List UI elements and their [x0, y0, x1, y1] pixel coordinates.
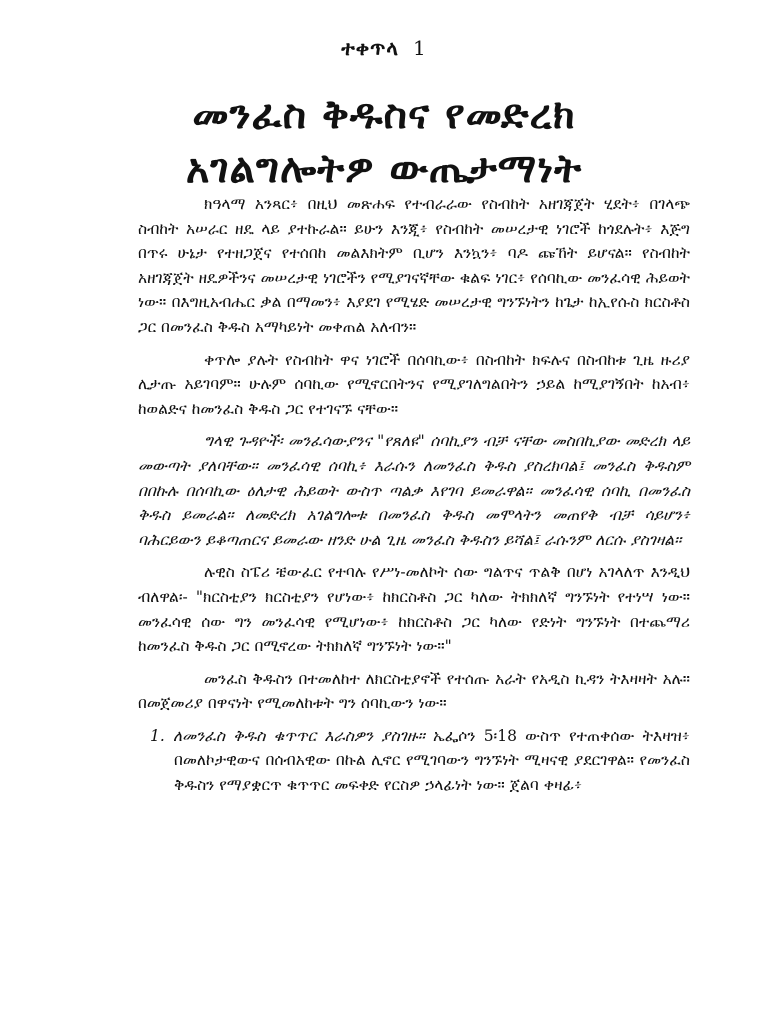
- paragraph-1: ክዓላማ አንጻር፥ በዚህ መጽሐፍ የተብራራው የስብከት አዘገጃጀት ሂደት፥ በገላጭ ስብከት አሠራር ዘዴ ላይ ያተኩራል። ይሁን እንጂ፥ የስብከት መሠረታዊ ነገሮች ከጎደሉት፥ እጅግ በጥሩ ሁኔታ የተዘጋጀና የተሰበከ መልእክትም ቢሆን እንኳን፥ ባዶ ጩኸት ይሆናል። የስብከት አዘገጃጀት ዘዴዎችንና መሠረታዊ ነገሮችን የሚያገናኛቸው ቁልፍ ነገር፥ የሰባኪው መንፈሳዊ ሕይወት ነው። በእግዚአብሔር ቃል በማመን፥ እያደገ የሚሄድ መሠረታዊ ግንኙነትን ከጌታ ከኢየሱስ ክርስቶስ ጋር በመንፈስ ቅዱስ አማካይነት መቀጠል አለብን።: [138, 195, 690, 336]
- page-title: [0, 88, 768, 196]
- list-item-heading: ለመንፈስ ቅዱስ ቁጥጥር እራስዎን ያስገዙ።: [173, 726, 425, 745]
- chapter-number: 1: [413, 36, 427, 60]
- paragraph-5: መንፈስ ቅዱስን በተመለከተ ለክርስቲያኖች የተሰጡ አራት የአዲስ ኪዳን ትእዛዛት አሉ። በመጀመሪያ በዋናነት የሚመለከቱት ግን ሰባኪውን ነው።: [138, 669, 690, 713]
- chapter-header: [0, 36, 768, 60]
- list-item-text: ኤፌሶን 5፡18 ውስጥ የተጠቀሰው ትእዛዝ፥ በመለኮታዊውና በሰብአዊው በኩል ሊኖር የሚገባውን ግንኙነት ሚዛናዊ ያደርገዋል። የመንፈስ ቅዱስን የማያቋርጥ ቁጥጥር መፍቀድ የርስዎ ኃላፊነት ነው። ጀልባ ቀዛፊ፥: [174, 726, 690, 795]
- chapter-label: ተቀጥላ: [341, 36, 400, 60]
- list-item: [138, 724, 690, 798]
- paragraph-3: ግላዊ ጉዳዮች፡ መንፈሳውያንና "የጸለዩ" ሰባኪያን ብቻ ናቸው መስበኪያው መድረክ ላይ መውጣት ያለባቸው። መንፈሳዊ ሰባኪ፥ እራሱን ለመንፈስ ቅዱስ ያስረክባል፤ መንፈስ ቅዱስም በበኩሉ በሰባኪው ዕለታዊ ሕይወት ውስጥ ጣልቃ እየገባ ይመራዋል። መንፈሳዊ ሰባኪ በመንፈስ ቅዱስ ይመራል። ለመድረክ አገልግሎቱ በመንፈስ ቅዱስ መሞላትን መጠየቅ ብቻ ሳይሆን፥ ባሕርይውን ይቆጣጠርና ይመራው ዘንድ ሁል ጊዜ መንፈስ ቅዱስን ይሻል፤ ራሱንም ለርሱ ያስገዛል።: [138, 432, 690, 549]
- paragraph-2: ቀጥሎ ያሉት የስብከት ዋና ነገሮች በሰባኪው፥ በስብከት ክፍሉና በስብከቱ ጊዜ ዙሪያ ሊታጡ አይገባም። ሁሉም ሰባኪው የሚኖርበትንና የሚያገለግልበትን ኃይል ከሚያገኝበት ከአብ፥ ከወልድና ከመንፈስ ቅዱስ ጋር የተገናኙ ናቸው።: [138, 350, 690, 418]
- list-item-number: 1.: [150, 726, 165, 745]
- body-text: [138, 192, 690, 798]
- title-line-1: መንፈስ ቅዱስና የመድረክ: [192, 91, 576, 138]
- paragraph-4: ሉዊስ ስፔሪ ቼውፈር የተባሉ የሥነ-መለኮት ሰው ግልጥና ጥልቅ በሆነ አገላለጥ እንዲህ ብለዋል፡- "ክርስቲያን ክርስቲያን የሆነው፥ ከክርስቶስ ጋር ካለው ትክክለኛ ግንኙነት የተነሣ ነው። መንፈሳዊ ሰው ግን መንፈሳዊ የሚሆነው፥ ከክርስቶስ ጋር ካለው የድነት ግንኙነት በተጨማሪ ከመንፈስ ቅዱስ ጋር በሚኖረው ትክክለኛ ግንኙነት ነው።": [138, 563, 690, 656]
- title-line-2: አገልግሎትዎ ውጤታማነት: [185, 145, 583, 192]
